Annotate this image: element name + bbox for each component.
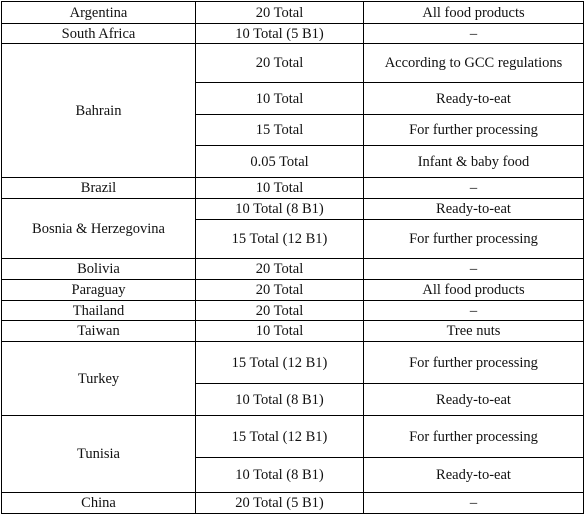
limit-cell: 20 Total [196, 2, 364, 24]
table-row [2, 24, 584, 44]
product-cell: Ready-to-eat [364, 458, 584, 493]
product-cell: Ready-to-eat [364, 199, 584, 220]
country-cell: Tunisia [2, 416, 196, 493]
limit-cell: 10 Total (8 B1) [196, 199, 364, 220]
product-cell: For further processing [364, 342, 584, 384]
limit-cell: 10 Total (8 B1) [196, 384, 364, 416]
product-cell: Tree nuts [364, 321, 584, 342]
country-cell: Bahrain [2, 44, 196, 178]
table-row [2, 2, 584, 24]
table-row [2, 321, 584, 342]
limit-cell: 10 Total [196, 321, 364, 342]
limit-cell: 0.05 Total [196, 146, 364, 178]
limit-cell: 10 Total [196, 178, 364, 199]
limit-cell: 15 Total (12 B1) [196, 342, 364, 384]
product-cell: For further processing [364, 416, 584, 458]
country-cell: Paraguay [2, 280, 196, 301]
product-cell: Infant & baby food [364, 146, 584, 178]
product-cell: According to GCC regulations [364, 44, 584, 83]
product-cell: For further processing [364, 220, 584, 259]
country-cell: Turkey [2, 342, 196, 416]
table-row [2, 280, 584, 301]
limit-cell: 10 Total (5 B1) [196, 24, 364, 44]
limit-cell: 20 Total [196, 301, 364, 321]
product-cell: – [364, 178, 584, 199]
table-row [2, 301, 584, 321]
table-row [2, 199, 584, 220]
limit-cell: 20 Total [196, 259, 364, 280]
product-cell: Ready-to-eat [364, 83, 584, 115]
country-cell: Thailand [2, 301, 196, 321]
country-cell: China [2, 493, 196, 514]
country-cell: Argentina [2, 2, 196, 24]
limit-cell: 20 Total [196, 280, 364, 301]
limit-cell: 15 Total (12 B1) [196, 416, 364, 458]
product-cell: – [364, 24, 584, 44]
product-cell: For further processing [364, 115, 584, 146]
table-row [2, 178, 584, 199]
product-cell: – [364, 301, 584, 321]
limit-cell: 10 Total [196, 83, 364, 115]
country-cell: Taiwan [2, 321, 196, 342]
country-cell: Bosnia & Herzegovina [2, 199, 196, 259]
product-cell: – [364, 259, 584, 280]
table-row [2, 259, 584, 280]
limit-cell: 15 Total [196, 115, 364, 146]
product-cell: Ready-to-eat [364, 384, 584, 416]
product-cell: All food products [364, 2, 584, 24]
table-row [2, 493, 584, 514]
table-row [2, 342, 584, 384]
product-cell: – [364, 493, 584, 514]
limit-cell: 20 Total (5 B1) [196, 493, 364, 514]
product-cell: All food products [364, 280, 584, 301]
limit-cell: 20 Total [196, 44, 364, 83]
country-cell: South Africa [2, 24, 196, 44]
limit-cell: 15 Total (12 B1) [196, 220, 364, 259]
limit-cell: 10 Total (8 B1) [196, 458, 364, 493]
country-cell: Bolivia [2, 259, 196, 280]
table-row [2, 416, 584, 458]
table-row [2, 44, 584, 83]
regulations-table [1, 1, 584, 514]
country-cell: Brazil [2, 178, 196, 199]
